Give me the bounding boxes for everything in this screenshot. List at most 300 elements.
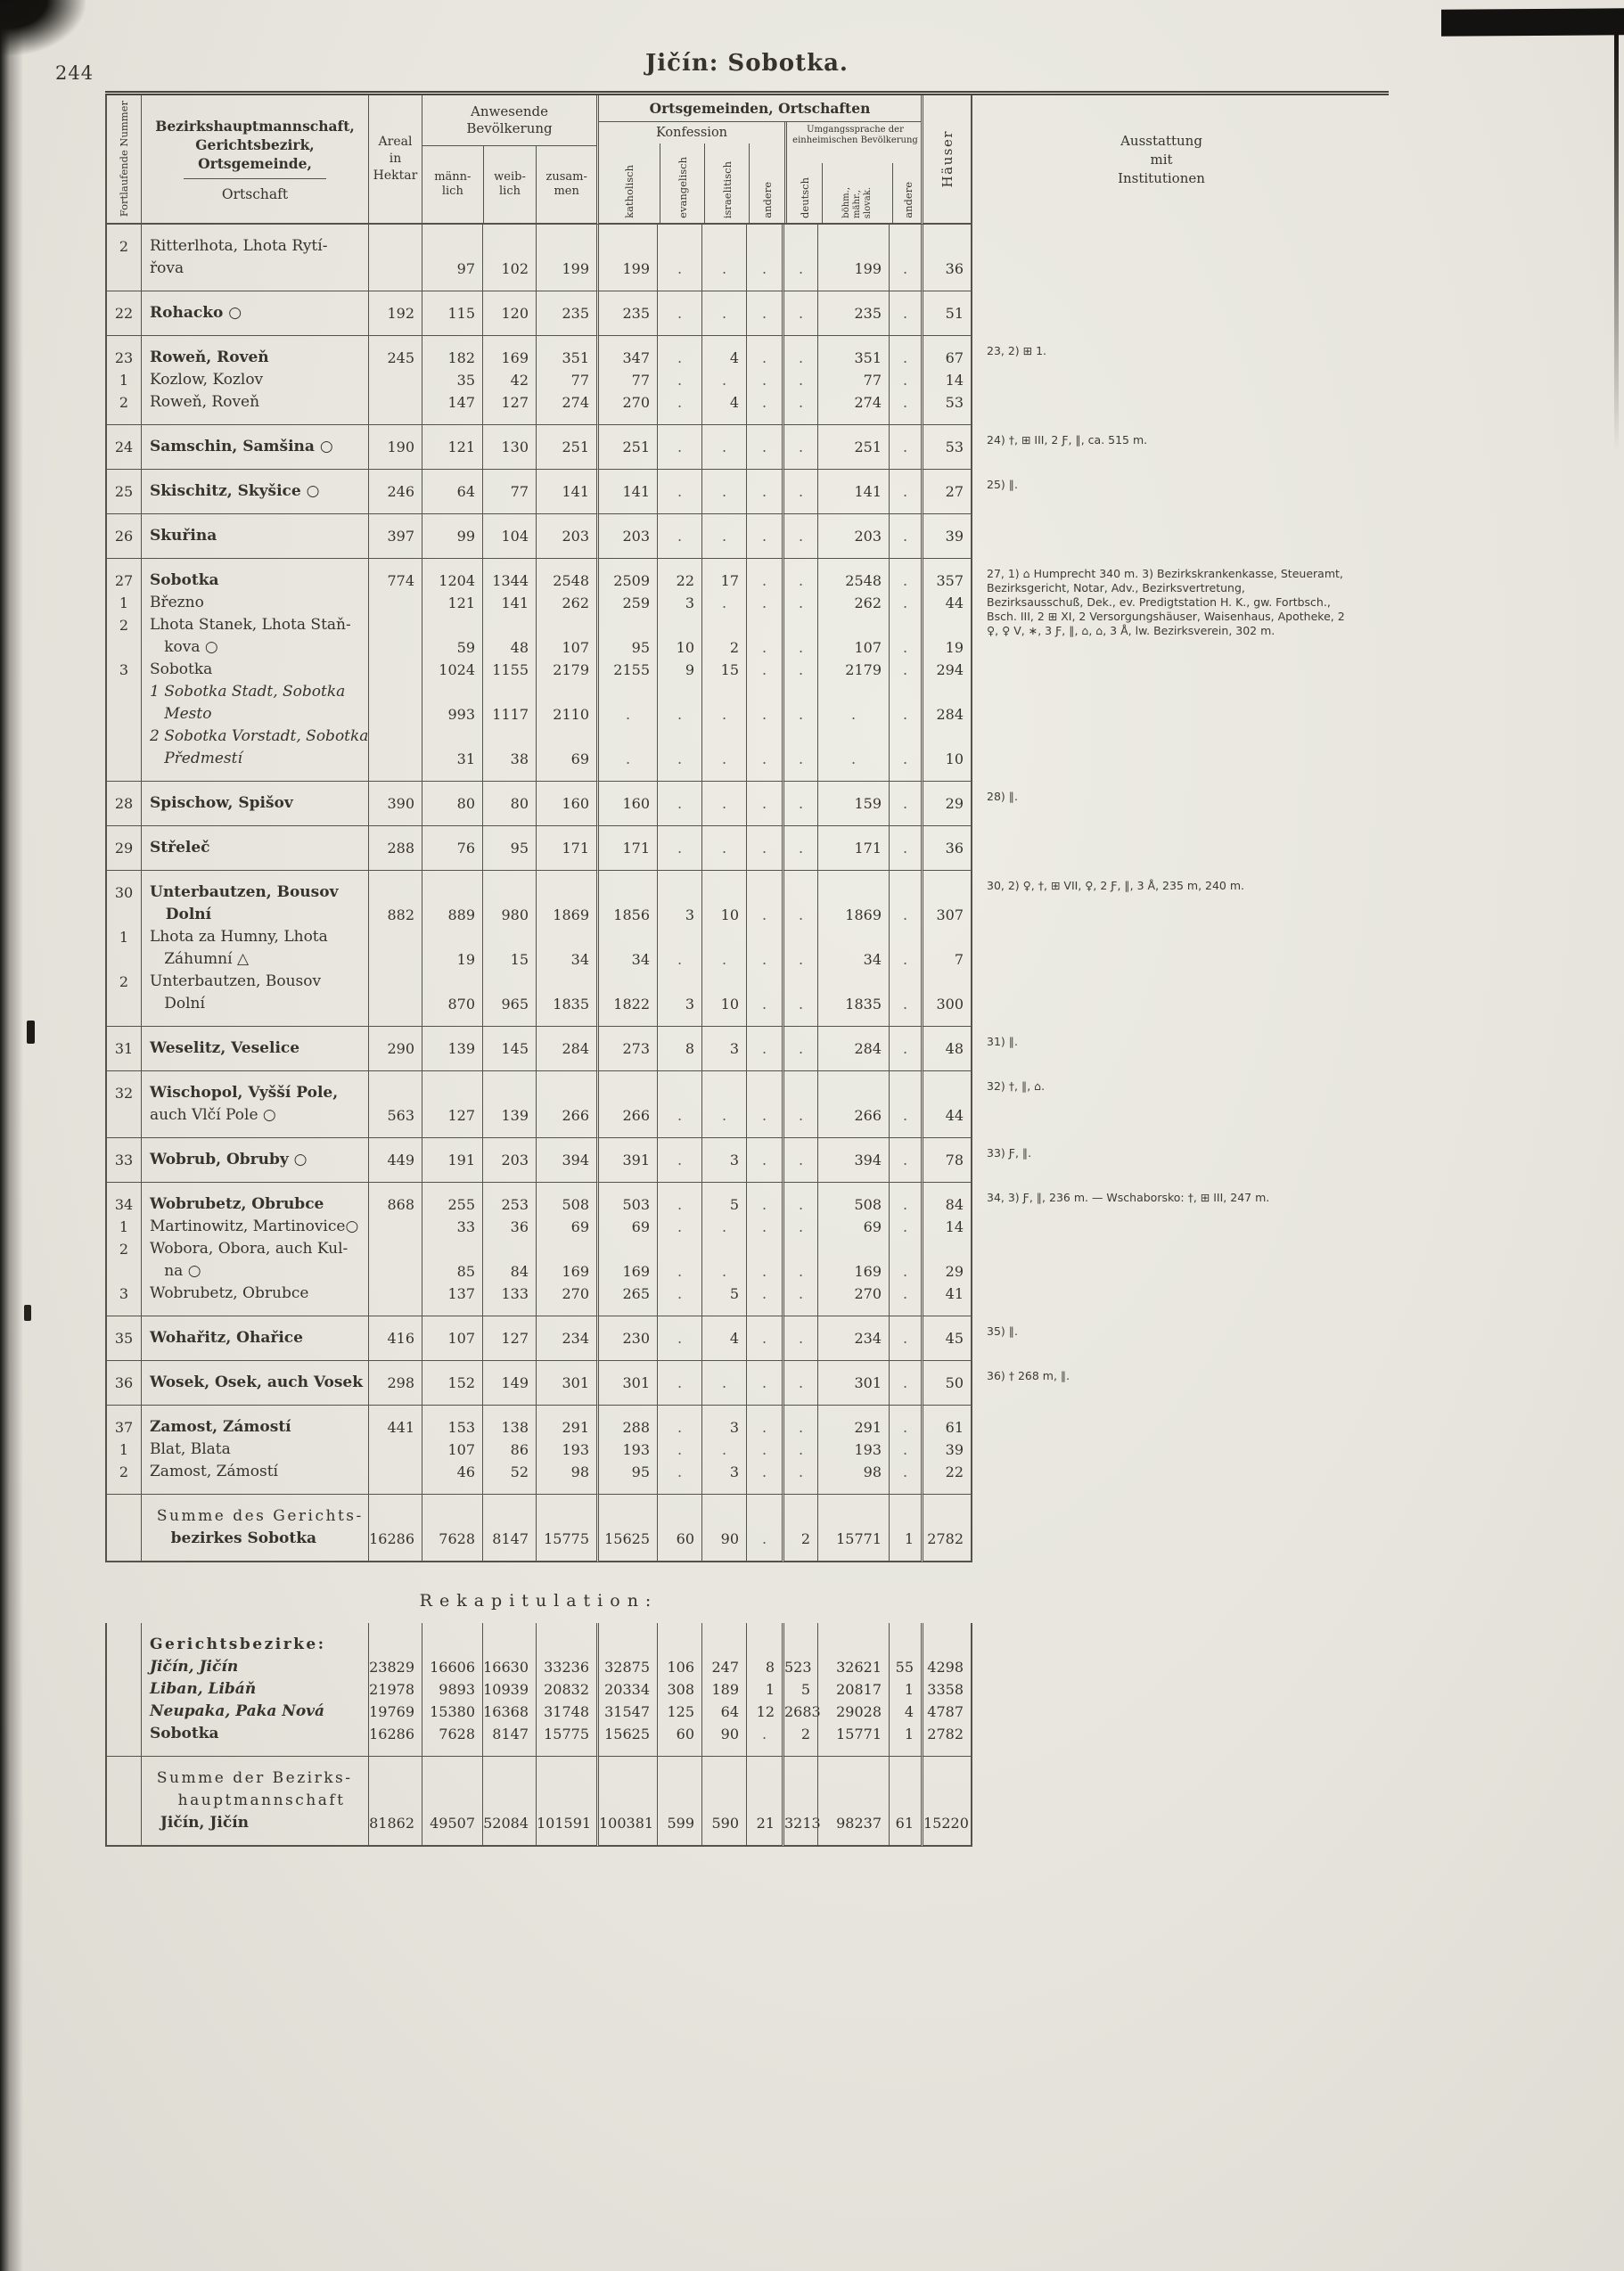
col-haeuser [921, 870, 972, 1026]
cell-line [537, 881, 596, 904]
col-sprache-andere [889, 291, 921, 335]
col-maennlich [422, 513, 482, 558]
col-deutsch [782, 1316, 817, 1360]
col-evangelisch [657, 1405, 701, 1494]
areal-line: Areal [378, 135, 413, 149]
cell-line: . [902, 1330, 908, 1347]
cell-line: . [798, 1107, 804, 1124]
cell-line: . [798, 906, 804, 923]
col-haeuser [921, 1756, 972, 1847]
cell-line: . [902, 260, 908, 277]
cell-line: 98 [570, 1463, 589, 1480]
cell-line: 9 [685, 661, 694, 678]
cell-line: 28 [114, 795, 134, 812]
col-haeuser [921, 424, 972, 469]
cell-line: . [677, 1152, 683, 1168]
col-deutsch [782, 1137, 817, 1182]
cell-line: 153 [447, 1419, 475, 1436]
cell-line [422, 1082, 482, 1104]
col-israelitisch [701, 1316, 746, 1360]
cell-line: 1 [765, 1681, 775, 1698]
cell-line: . [902, 951, 908, 968]
cell-line: 29 [945, 1263, 964, 1280]
col-boehmisch [817, 1182, 889, 1316]
col-areal [368, 1623, 422, 1756]
cell-line [747, 881, 782, 904]
cell-line: 274 [854, 394, 882, 411]
cell-line: 1822 [613, 996, 650, 1013]
col-haeuser [921, 1316, 972, 1360]
col-areal [368, 1405, 422, 1494]
col-sprache-andere [889, 825, 921, 870]
cell-line [890, 1505, 921, 1528]
cell-line: . [761, 906, 767, 923]
col-maennlich [422, 1623, 482, 1756]
cell-line: 21 [756, 1815, 775, 1832]
col-konfession-andere [746, 1026, 782, 1070]
col-israelitisch [701, 513, 746, 558]
cell-line: . [902, 795, 908, 812]
cell-line [537, 1767, 596, 1790]
col-sprache-andere [889, 870, 921, 1026]
col-weiblich [482, 870, 536, 1026]
cell-line: 273 [622, 1040, 650, 1057]
cell-line: 159 [854, 795, 882, 812]
cell-line: . [902, 1263, 908, 1280]
cell-line: 4 [904, 1703, 914, 1720]
cell-line: hauptmannschaft [150, 1791, 346, 1809]
col-evangelisch [657, 1137, 701, 1182]
cell-line [483, 681, 536, 703]
row-annotation: 24) †, ⊞ III, 2 Ƒ, ∥, ca. 515 m. [987, 433, 1148, 447]
cell-line: 20817 [836, 1681, 882, 1698]
cell-line: 3 [729, 1463, 739, 1480]
cell-line: 3213 [784, 1815, 821, 1832]
col-konfession-andere [746, 335, 782, 424]
cell-line: 64 [720, 1703, 739, 1720]
cell-line: Předmestí [150, 750, 242, 767]
col-israelitisch [701, 558, 746, 781]
cell-line [483, 926, 536, 948]
cell-line: 15 [720, 661, 739, 678]
col-katholisch [596, 1070, 657, 1137]
col-haeuser [921, 1360, 972, 1405]
cell-line: 2782 [927, 1726, 964, 1742]
cell-line [890, 726, 921, 748]
col-laufnummer [105, 225, 141, 291]
cell-line: 15771 [836, 1726, 882, 1742]
cell-line [599, 1634, 657, 1656]
cell-line [747, 1082, 782, 1104]
cell-line: 993 [447, 706, 475, 723]
col-ortsname [141, 1756, 368, 1847]
col-deutsch [782, 335, 817, 424]
cell-line: 882 [387, 906, 414, 923]
cell-line: 300 [936, 996, 964, 1013]
col-israelitisch [701, 1405, 746, 1494]
cell-line: 130 [501, 439, 529, 455]
cell-line [818, 681, 889, 703]
cell-line: 121 [447, 594, 475, 611]
konfession-columns [599, 143, 784, 223]
scan-edge-line-right [1614, 32, 1619, 451]
col-evangelisch [657, 291, 701, 335]
cell-line: 52084 [483, 1815, 529, 1832]
cell-line: 67 [945, 349, 964, 366]
col-areal [368, 513, 422, 558]
cell-line [890, 971, 921, 993]
col-laufnummer [105, 1316, 141, 1360]
col-zusammen [536, 225, 596, 291]
cell-line: . [761, 1374, 767, 1391]
cell-line: 2155 [613, 661, 650, 678]
cell-line: . [677, 260, 683, 277]
cell-line: 48 [945, 1040, 964, 1057]
cell-line [537, 614, 596, 636]
col-evangelisch [657, 424, 701, 469]
col-areal [368, 558, 422, 781]
cell-line: 1155 [492, 661, 529, 678]
cell-line: . [677, 840, 683, 857]
cell-line [923, 1505, 971, 1528]
cell-line: . [721, 1441, 727, 1458]
col-katholisch [596, 291, 657, 335]
cell-line: 15625 [604, 1726, 650, 1742]
rekap-title: Rekapitulation: [419, 1591, 659, 1611]
row-annotation [972, 1405, 1350, 1494]
col-weiblich [482, 1756, 536, 1847]
col-sprache-andere [889, 1360, 921, 1405]
cell-line: 199 [622, 260, 650, 277]
cell-line: 15380 [430, 1703, 475, 1720]
col-maennlich [422, 225, 482, 291]
cell-line [107, 948, 141, 971]
cell-line: 147 [447, 394, 475, 411]
cell-line: 36 [114, 1374, 134, 1391]
header-maennlich: männ- lich [434, 170, 472, 198]
col-israelitisch [701, 469, 746, 513]
col-evangelisch [657, 870, 701, 1026]
col-zusammen [536, 558, 596, 781]
col-weiblich [482, 1405, 536, 1494]
cell-line [747, 681, 782, 703]
cell-line: 1835 [845, 996, 882, 1013]
row-annotation: 27, 1) ⌂ Humprecht 340 m. 3) Bezirkskrankenkasse, Steueramt, Bezirksgericht, Notar, Adv., Bezirksvertretung, Bezirksausschuß, Dek., ev. Predigtstation H. K., gw. Fortbsch., Bsch. III, 2 ⊞ XI, 2 Versorgungshäuser, Waisenhaus, Apotheke, 2 ♀, ♀ V, ∗, 3 Ƒ, ∥, ⌂, ⌂, 3 Å, lw. Bezirksverein, 302 m. [987, 567, 1345, 637]
col-weiblich [482, 469, 536, 513]
cell-line: 36 [945, 840, 964, 857]
col-zusammen [536, 781, 596, 825]
table-row-group [105, 825, 1389, 870]
cell-line: 2 [119, 394, 129, 411]
col-evangelisch [657, 1756, 701, 1847]
cell-line: řova [150, 259, 185, 277]
col-evangelisch [657, 1494, 701, 1562]
cell-line: 234 [854, 1330, 882, 1347]
cell-line: 284 [854, 1040, 882, 1057]
cell-line [483, 971, 536, 993]
cell-line: . [798, 639, 804, 656]
cell-line [784, 926, 817, 948]
col-zusammen [536, 1137, 596, 1182]
cell-line: 69 [631, 1218, 650, 1235]
col-weiblich [482, 1623, 536, 1756]
cell-line: 2509 [613, 572, 650, 589]
col-boehmisch [817, 1316, 889, 1360]
col-deutsch [782, 781, 817, 825]
cell-line [818, 1790, 889, 1812]
cell-line [369, 614, 422, 636]
col-boehmisch [817, 825, 889, 870]
row-annotation: 33) Ƒ, ∥. [987, 1146, 1032, 1160]
col-israelitisch [701, 1070, 746, 1137]
cell-line: 95 [631, 1463, 650, 1480]
cell-line: . [798, 305, 804, 322]
cell-line: 8147 [492, 1530, 529, 1547]
cell-line: . [902, 349, 908, 366]
cell-line [599, 681, 657, 703]
cell-line: 889 [447, 906, 475, 923]
col-boehmisch [817, 225, 889, 291]
cell-line: Jičín, Jičín [150, 1658, 239, 1676]
col-zusammen [536, 424, 596, 469]
cell-line [784, 681, 817, 703]
header-sprache-andere: andere [892, 163, 921, 223]
cell-line: 397 [387, 528, 414, 545]
cell-line: . [798, 372, 804, 389]
header-konfession [599, 122, 784, 223]
cell-line: 16286 [369, 1530, 414, 1547]
col-deutsch [782, 870, 817, 1026]
cell-line: . [902, 372, 908, 389]
printed-area [55, 50, 1389, 1847]
cell-line [422, 881, 482, 904]
cell-line: 77 [570, 372, 589, 389]
cell-line: Wobrub, Obruby ○ [150, 1151, 308, 1168]
header-haeuser: Häuser [921, 95, 972, 225]
cell-line: . [902, 394, 908, 411]
table-row-group [105, 1494, 1389, 1562]
cell-line: 3 [729, 1152, 739, 1168]
cell-line: . [677, 394, 683, 411]
cell-line: 53 [945, 439, 964, 455]
cell-line [702, 614, 746, 636]
header-divider [184, 178, 326, 179]
cell-line: 1024 [439, 661, 475, 678]
cell-line [702, 235, 746, 258]
table-row-group [105, 781, 1389, 825]
cell-line: . [721, 795, 727, 812]
col-weiblich [482, 335, 536, 424]
cell-line: 508 [562, 1196, 589, 1213]
cell-line: Sobotka [150, 660, 213, 678]
col-deutsch [782, 1494, 817, 1562]
cell-line: 301 [562, 1374, 589, 1391]
col-deutsch [782, 469, 817, 513]
col-areal [368, 870, 422, 1026]
col-ortsname [141, 1026, 368, 1070]
col-konfession-andere [746, 1623, 782, 1756]
col-ortsname [141, 825, 368, 870]
cell-line [890, 235, 921, 258]
col-maennlich [422, 781, 482, 825]
col-maennlich [422, 1405, 482, 1494]
cell-line: 15771 [836, 1530, 882, 1547]
cell-line: 266 [562, 1107, 589, 1124]
cell-line: Neupaka, Paka Nová [150, 1702, 325, 1720]
cell-line [483, 1767, 536, 1790]
col-ortsname [141, 335, 368, 424]
cell-line: . [798, 1263, 804, 1280]
cell-line [923, 726, 971, 748]
cell-line [107, 748, 141, 770]
cell-line [369, 681, 422, 703]
cell-line: . [761, 394, 767, 411]
cell-line: 290 [387, 1040, 414, 1057]
cell-line: 301 [622, 1374, 650, 1391]
col-areal [368, 1137, 422, 1182]
cell-line: . [761, 483, 767, 500]
col-laufnummer [105, 291, 141, 335]
cell-line: . [761, 439, 767, 455]
cell-line: 284 [562, 1040, 589, 1057]
col-deutsch [782, 1182, 817, 1316]
cell-line [107, 904, 141, 926]
row-annotation: 31) ∥. [987, 1035, 1018, 1048]
cell-line: 563 [387, 1107, 414, 1124]
cell-line: 42 [510, 372, 529, 389]
cell-line [107, 1678, 141, 1701]
cell-line: 10 [720, 996, 739, 1013]
col-israelitisch [701, 291, 746, 335]
col-israelitisch [701, 1026, 746, 1070]
cell-line: 270 [562, 1285, 589, 1302]
col-konfession-andere [746, 1360, 782, 1405]
table-row-group [105, 424, 1389, 469]
col-konfession-andere [746, 558, 782, 781]
table-row-group [105, 1137, 1389, 1182]
cell-line: . [902, 1196, 908, 1213]
cell-line: 14 [945, 372, 964, 389]
col-ortsname [141, 1316, 368, 1360]
cell-line: 2 [800, 1530, 810, 1547]
cell-line [890, 881, 921, 904]
cell-line [369, 1505, 422, 1528]
cell-line: . [677, 305, 683, 322]
col-zusammen [536, 291, 596, 335]
col-sprache-andere [889, 225, 921, 291]
col-katholisch [596, 424, 657, 469]
cell-line: Wischopol, Vyšší Pole, [150, 1084, 339, 1102]
col-konfession-andere [746, 1182, 782, 1316]
cell-line: . [761, 528, 767, 545]
cell-line: 4787 [927, 1703, 964, 1720]
cell-line: 171 [854, 840, 882, 857]
col-deutsch [782, 1623, 821, 1756]
cell-line: 77 [631, 372, 650, 389]
cell-line: . [902, 483, 908, 500]
cell-line: 599 [667, 1815, 694, 1832]
cell-line: . [721, 439, 727, 455]
col-zusammen [536, 1316, 596, 1360]
cell-line: . [721, 528, 727, 545]
cell-line: 29 [114, 840, 134, 857]
cell-line [537, 971, 596, 993]
cell-line [422, 1790, 482, 1812]
cell-line [658, 926, 701, 948]
row-annotation: 28) ∥. [987, 790, 1018, 803]
cell-line [890, 614, 921, 636]
cell-line: 230 [622, 1330, 650, 1347]
cell-line: . [761, 1285, 767, 1302]
col-boehmisch [817, 1756, 889, 1847]
col-laufnummer [105, 1623, 141, 1756]
cell-line: Zamost, Zámostí [150, 1463, 278, 1480]
cell-line: 34 [114, 1196, 134, 1213]
col-weiblich [482, 1360, 536, 1405]
col-deutsch [782, 1026, 817, 1070]
col-katholisch [596, 1360, 657, 1405]
cell-line: 774 [387, 572, 414, 589]
cell-line: 2 [119, 617, 129, 634]
cell-line [107, 1260, 141, 1283]
cell-line [784, 1790, 817, 1812]
col-maennlich [422, 424, 482, 469]
col-weiblich [482, 781, 536, 825]
col-evangelisch [657, 1070, 701, 1137]
cell-line [422, 1505, 482, 1528]
cell-line: . [761, 594, 767, 611]
cell-line [747, 926, 782, 948]
col-weiblich [482, 424, 536, 469]
cell-line: 15775 [544, 1530, 589, 1547]
cell-line: Martinowitz, Martinovice○ [150, 1217, 359, 1235]
cell-line [107, 1790, 141, 1812]
cell-line: 1344 [492, 572, 529, 589]
cell-line [818, 1634, 889, 1656]
cell-line: 22 [114, 305, 134, 322]
cell-line: 95 [631, 639, 650, 656]
table-row-group [105, 558, 1389, 781]
col-katholisch [596, 513, 657, 558]
cell-line: 2 [119, 1241, 129, 1258]
header-zusammen: zusam- men [536, 146, 596, 223]
cell-line: Wobrubetz, Obrubce [150, 1284, 309, 1302]
cell-line: . [902, 1419, 908, 1436]
cell-line: 235 [622, 305, 650, 322]
cell-line: . [798, 1441, 804, 1458]
cell-line: 3358 [927, 1681, 964, 1698]
cell-line [923, 881, 971, 904]
cell-line [483, 881, 536, 904]
cell-line: Roweň, Roveň [150, 348, 269, 366]
cell-line: 251 [622, 439, 650, 455]
cell-line: . [721, 1374, 727, 1391]
cell-line [923, 614, 971, 636]
col-maennlich [422, 1756, 482, 1847]
cell-line: Dolní [150, 995, 205, 1013]
cell-line: 23 [114, 349, 134, 366]
col-konfession-andere [746, 870, 782, 1026]
cell-line: 31 [114, 1040, 134, 1057]
col-israelitisch [701, 424, 746, 469]
gazetteer-table [105, 91, 1389, 1847]
cell-line [747, 971, 782, 993]
cell-line: . [761, 1218, 767, 1235]
cell-line: 32875 [604, 1659, 650, 1676]
cell-line [818, 1767, 889, 1790]
cell-line [107, 1634, 141, 1656]
col-deutsch [782, 291, 817, 335]
